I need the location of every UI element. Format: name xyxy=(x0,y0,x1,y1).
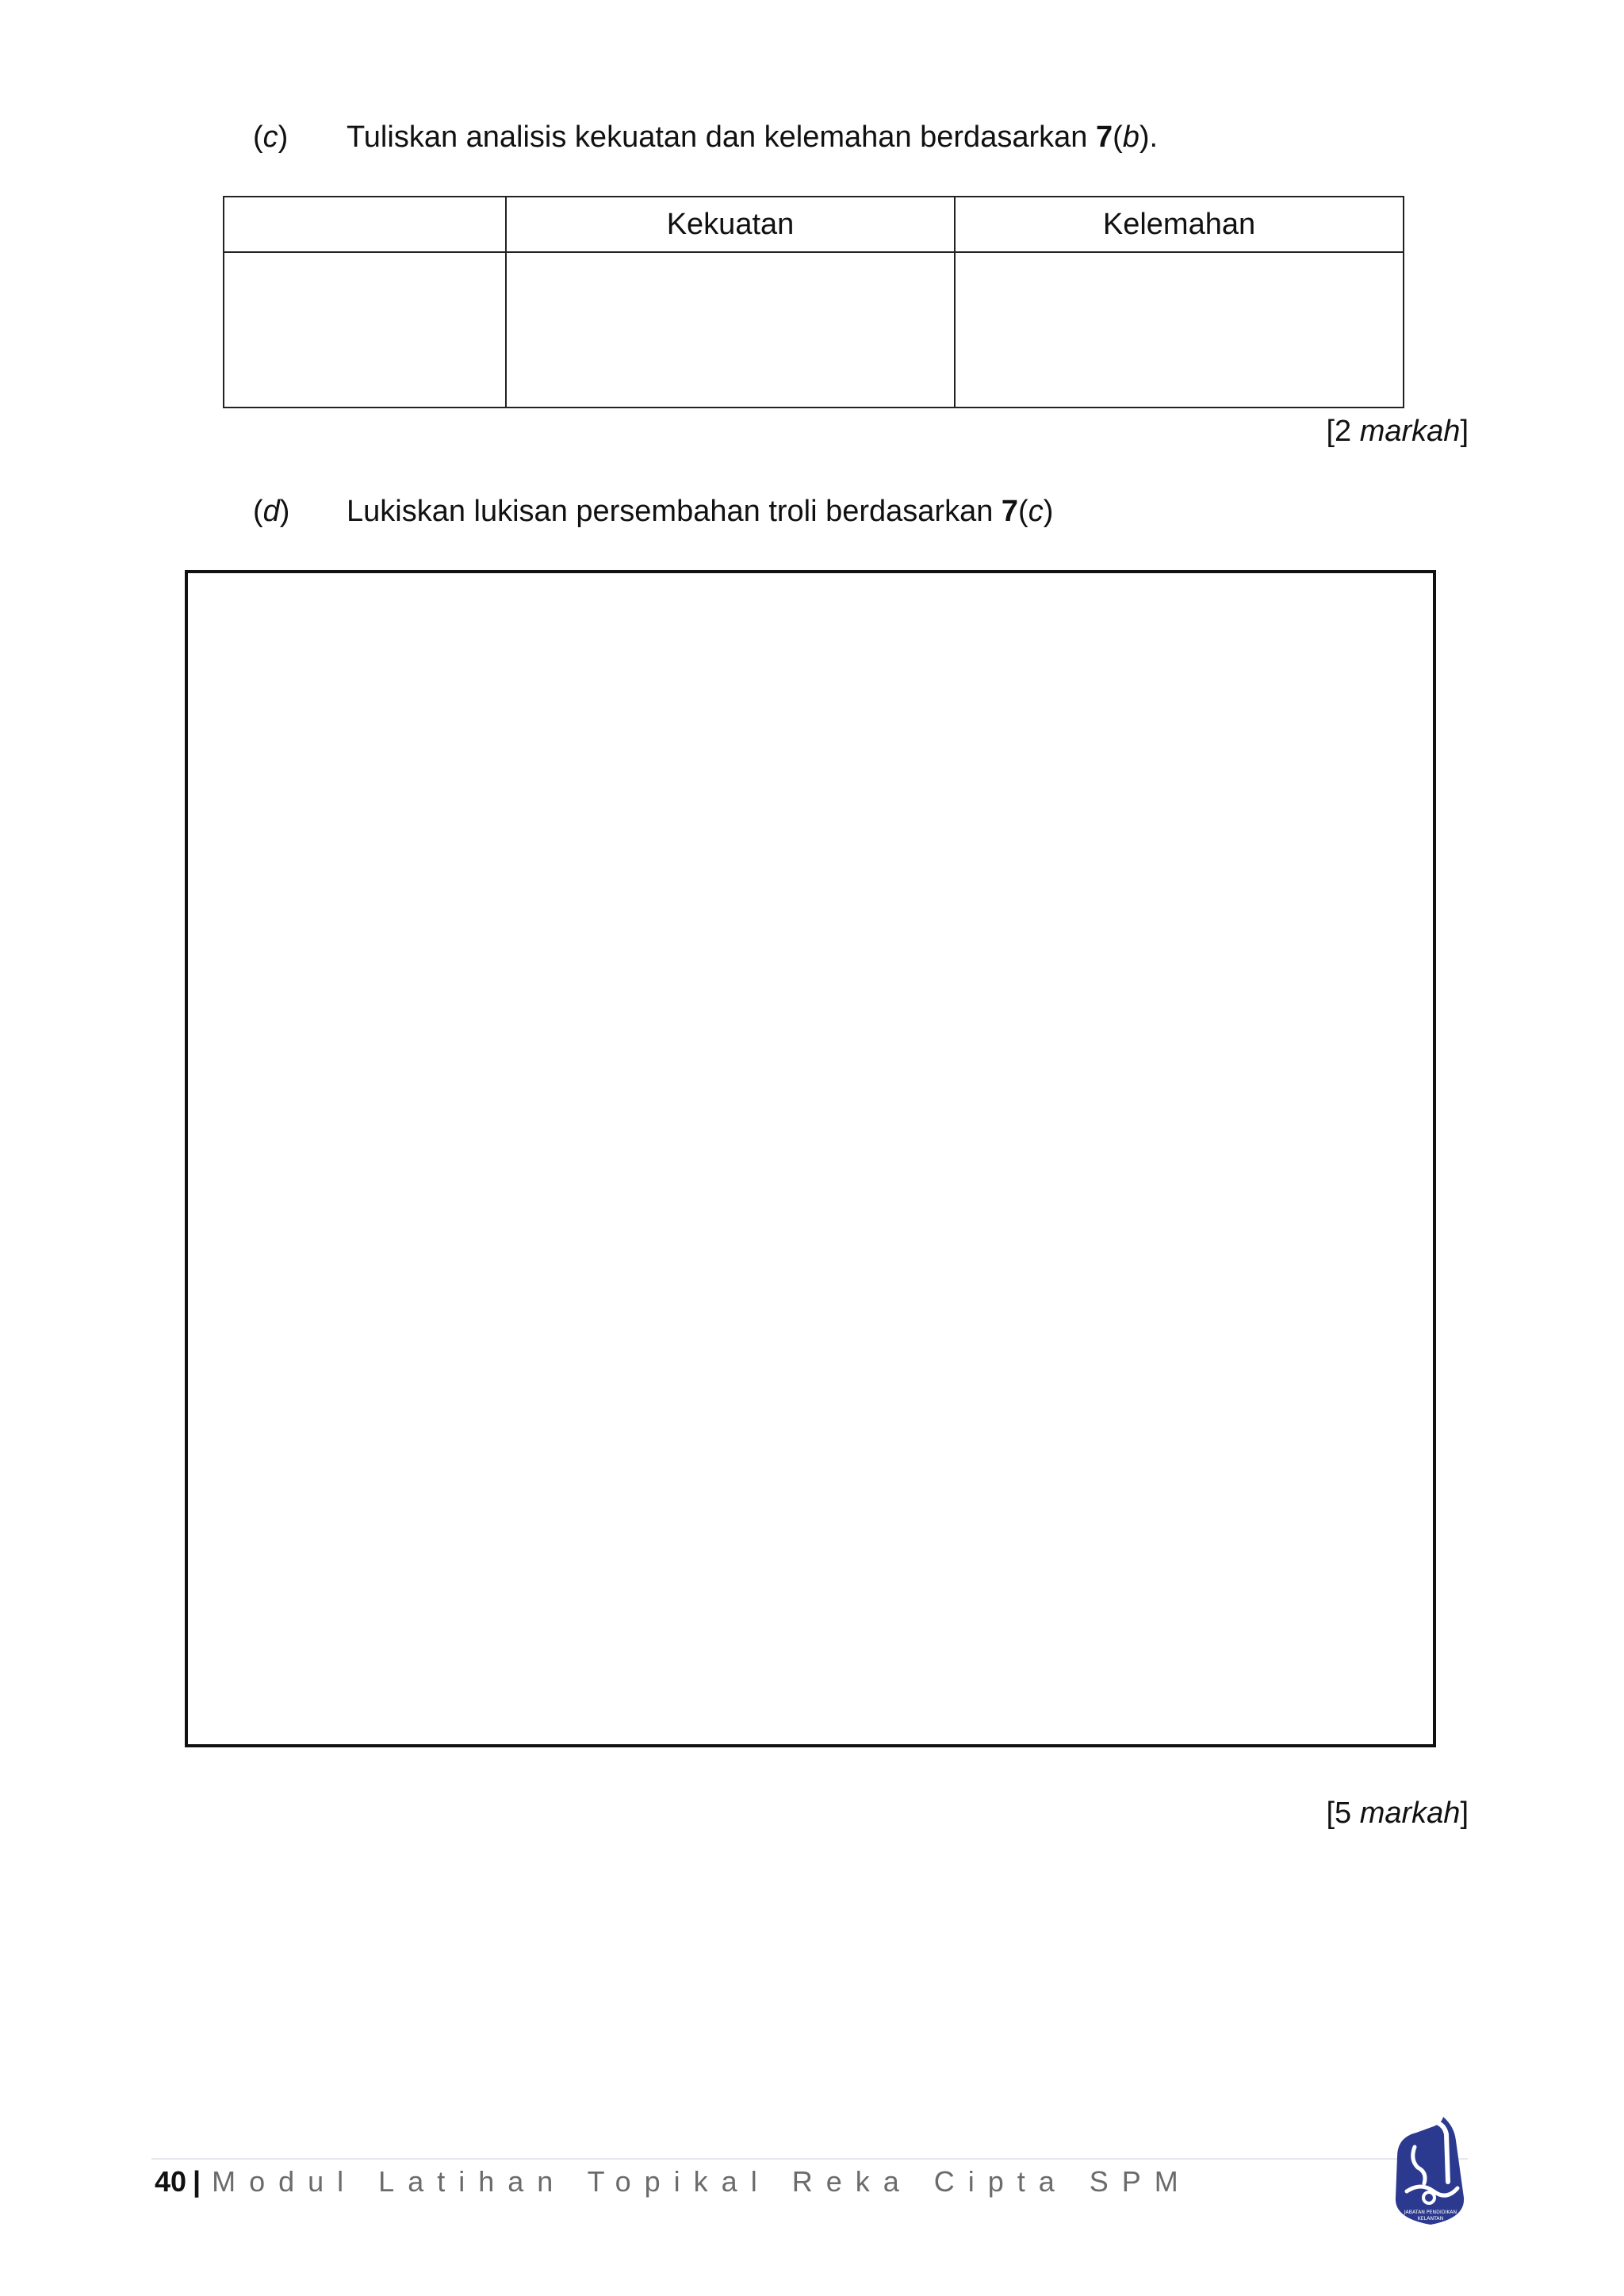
footer-title: Modul Latihan Topikal Reka Cipta SPM xyxy=(212,2165,1192,2198)
analysis-table xyxy=(223,196,1404,408)
page-number: 40 xyxy=(155,2165,187,2198)
question-d-label: (d) xyxy=(253,495,290,528)
table-header-row xyxy=(224,197,1404,252)
question-d-text: Lukiskan lukisan persembahan troli berdasarkan 7(c) xyxy=(347,495,1054,528)
logo-text-2: KELANTAN xyxy=(1417,2216,1444,2221)
table-row xyxy=(224,252,1404,408)
footer xyxy=(155,2165,1192,2198)
question-c-text: Tuliskan analisis kekuatan dan kelemahan berdasarkan 7(b). xyxy=(347,121,1159,154)
table-header-kekuatan: Kekuatan xyxy=(506,197,955,252)
drawing-answer-box[interactable] xyxy=(185,570,1436,1747)
table-cell-label[interactable] xyxy=(224,252,506,408)
table-header-kelemahan: Kelemahan xyxy=(955,197,1404,252)
footer-divider xyxy=(151,2158,1468,2160)
logo-text: JABATAN PENDIDIKAN xyxy=(1404,2210,1457,2215)
jabatan-pendidikan-kelantan-crest-icon xyxy=(1386,2109,1475,2229)
marks-c: [2 markah] xyxy=(1326,415,1469,448)
table-cell-kekuatan[interactable] xyxy=(506,252,955,408)
table-header-blank xyxy=(224,197,506,252)
marks-d: [5 markah] xyxy=(1326,1797,1469,1830)
table-cell-kelemahan[interactable] xyxy=(955,252,1404,408)
footer-separator: | xyxy=(193,2165,201,2198)
question-c-label: (c) xyxy=(253,121,289,154)
